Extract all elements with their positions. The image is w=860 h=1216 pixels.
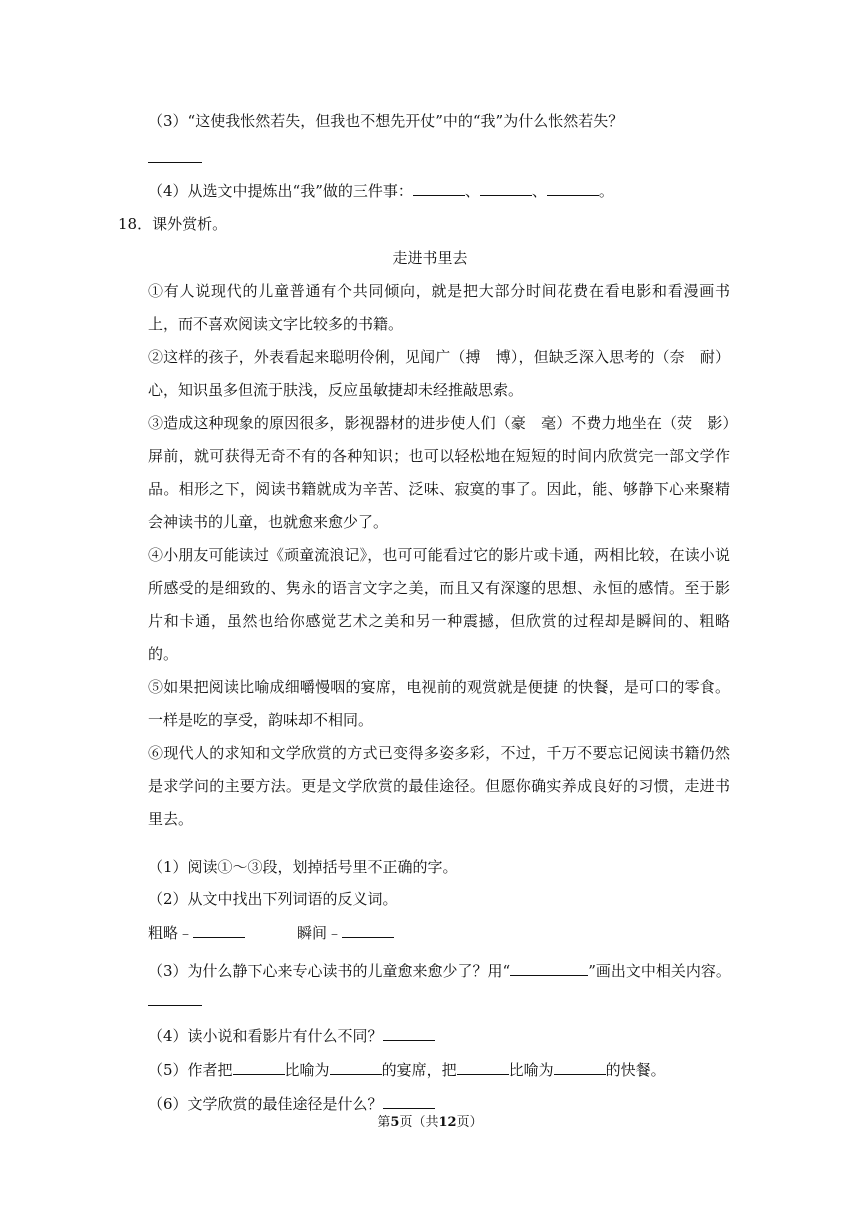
sub-question-2: （2）从文中找出下列词语的反义词。 bbox=[148, 890, 398, 908]
paragraph-3: ③造成这种现象的原因很多，影视器材的进步使人们（豪 毫）不费力地坐在（荧 影）屏前，就可获得无奇不有的各种知识；也可以轻松地在短短的时间内欣赏完一部文学作品。相形之下，阅读书籍就成为辛苦、泛味、寂寞的事了。因此，能、够静下心来聚精会神读书的儿童，也就愈来愈少了。 bbox=[148, 414, 730, 531]
sub-question-5-text: 的宴席，把 bbox=[381, 1061, 457, 1079]
paragraph-1: ①有人说现代的儿童普通有个共同倾向，就是把大部分时间花费在看电影和看漫画书上，而不喜欢阅读文字比较多的书籍。 bbox=[148, 282, 730, 333]
answer-blank bbox=[554, 1060, 606, 1075]
passage-title: 走进书里去 bbox=[392, 249, 468, 267]
answer-blank bbox=[383, 1026, 435, 1041]
antonym-row bbox=[148, 922, 394, 944]
answer-blank bbox=[342, 923, 394, 938]
answer-blank bbox=[480, 181, 532, 196]
answer-blank bbox=[510, 961, 588, 976]
sub-question-3-suffix: ”画出文中相关内容。 bbox=[588, 962, 731, 980]
sub-question-4 bbox=[148, 1025, 435, 1047]
answer-blank bbox=[383, 1094, 435, 1109]
sub-question-5-text: 的快餐。 bbox=[605, 1061, 666, 1079]
footer-text: 页（共 bbox=[399, 1115, 439, 1130]
sub-question-3-text: （3）为什么静下心来专心读书的儿童愈来愈少了？用“ bbox=[148, 962, 511, 980]
q18-heading: 18．课外赏析。 bbox=[118, 215, 228, 233]
footer-text: 第 bbox=[377, 1115, 391, 1130]
answer-blank bbox=[233, 1060, 285, 1075]
separator: 、 bbox=[531, 182, 547, 200]
answer-blank bbox=[457, 1060, 509, 1075]
answer-line bbox=[148, 1005, 202, 1006]
page-footer bbox=[0, 1112, 860, 1134]
q17-item4 bbox=[148, 180, 614, 202]
total-page-number: 12 bbox=[438, 1115, 457, 1130]
sub-question-1: （1）阅读①～③段，划掉括号里不正确的字。 bbox=[148, 858, 458, 876]
antonym-label-a: 粗略﹣ bbox=[148, 924, 194, 942]
paragraph-4: ④小朋友可能读过《顽童流浪记》，也可可能看过它的影片或卡通，两相比较，在读小说所感受的是细致的、隽永的语言文字之美，而且又有深邃的思想、永恒的感情。至于影片和卡通，虽然也给你感觉艺术之美和另一种震撼，但欣赏的过程却是瞬间的、粗略的。 bbox=[148, 546, 730, 663]
antonym-label-b: 瞬间﹣ bbox=[297, 924, 343, 942]
paragraph-2: ②这样的孩子，外表看起来聪明伶俐，见闻广（搏 博），但缺乏深入思考的（奈 耐）心，知识虽多但流于肤浅，反应虽敏捷却未经推敲思索。 bbox=[148, 348, 730, 399]
sub-question-5-text: 比喻为 bbox=[284, 1061, 330, 1079]
period: 。 bbox=[598, 182, 614, 200]
q17-item3: （3）“这使我怅然若失，但我也不想先开仗”中的“我”为什么怅然若失？ bbox=[148, 112, 624, 130]
answer-blank bbox=[413, 181, 465, 196]
answer-blank bbox=[330, 1060, 382, 1075]
answer-blank bbox=[547, 181, 599, 196]
answer-blank bbox=[193, 923, 245, 938]
paragraph-6: ⑥现代人的求知和文学欣赏的方式已变得多姿多彩，不过，千万不要忘记阅读书籍仍然是求学问的主要方法。更是文学欣赏的最佳途径。但愿你确实养成良好的习惯，走进书里去。 bbox=[148, 744, 730, 828]
sub-question-6-text: （6）文学欣赏的最佳途径是什么？ bbox=[148, 1095, 383, 1113]
paragraph-5: ⑤如果把阅读比喻成细嚼慢咽的宴席，电视前的观赏就是便捷 的快餐，是可口的零食。一样是吃的享受，韵味却不相同。 bbox=[148, 678, 730, 729]
q17-item4-text: （4）从选文中提炼出“我”做的三件事： bbox=[148, 182, 413, 200]
separator: 、 bbox=[464, 182, 480, 200]
current-page-number: 5 bbox=[390, 1115, 400, 1130]
sub-question-5-text: 比喻为 bbox=[508, 1061, 554, 1079]
footer-text: 页） bbox=[456, 1115, 483, 1130]
sub-question-5 bbox=[148, 1059, 666, 1081]
sub-question-3 bbox=[148, 960, 731, 982]
sub-question-4-text: （4）读小说和看影片有什么不同？ bbox=[148, 1027, 383, 1045]
sub-question-5-text: （5）作者把 bbox=[148, 1061, 233, 1079]
answer-line bbox=[148, 162, 202, 163]
